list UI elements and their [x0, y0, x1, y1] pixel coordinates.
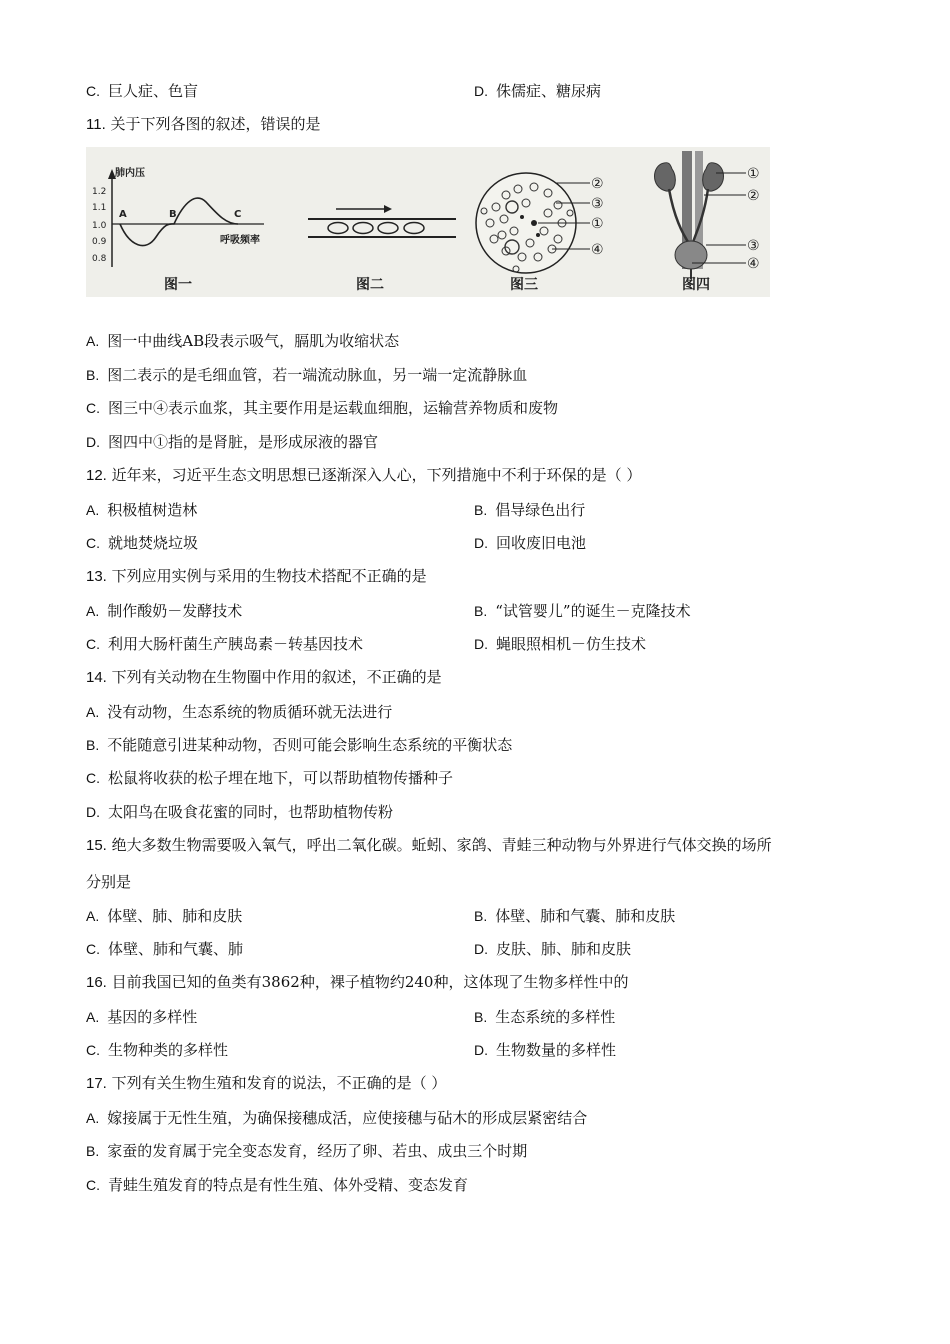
- option-text: 生物种类的多样性: [108, 1041, 229, 1059]
- q11-stem: [86, 114, 321, 135]
- option-text: 没有动物，生态系统的物质循环就无法进行: [107, 703, 393, 721]
- question-text: 下列应用实例与采用的生物技术搭配不正确的是: [111, 567, 427, 585]
- option-letter: B.: [474, 603, 488, 619]
- q17-option-b: [86, 1141, 527, 1161]
- option-text: 侏儒症、糖尿病: [496, 82, 602, 100]
- option-letter: D.: [474, 535, 488, 551]
- q16-option-b: [474, 1007, 615, 1027]
- option-text: 利用大肠杆菌生产胰岛素－转基因技术: [108, 635, 364, 653]
- q14-option-c: [86, 768, 453, 788]
- question-number: 16.: [86, 974, 107, 991]
- option-letter: D.: [86, 434, 100, 450]
- q12-option-a: [86, 500, 197, 520]
- q15-option-c: [86, 939, 243, 959]
- q10-option-c: [86, 81, 198, 101]
- option-letter: D.: [474, 636, 488, 652]
- q12-option-b: [474, 500, 585, 520]
- q12-stem: [86, 465, 641, 486]
- option-text: 松鼠将收获的松子埋在地下，可以帮助植物传播种子: [108, 769, 454, 787]
- option-text: 生物数量的多样性: [496, 1041, 617, 1059]
- fig3-label: ②: [591, 176, 604, 192]
- option-text: 图三中④表示血浆，其主要作用是运载血细胞，运输营养物质和废物: [108, 399, 559, 417]
- fig1-point-a: A: [119, 209, 127, 220]
- option-text: 蝇眼照相机－仿生技术: [496, 635, 647, 653]
- q15-stem: [86, 835, 772, 856]
- figure-2-capillary: [308, 205, 456, 293]
- question-number: 15.: [86, 837, 107, 854]
- option-letter: C.: [86, 941, 100, 957]
- q14-option-d: [86, 802, 393, 822]
- option-letter: C.: [86, 535, 100, 551]
- option-letter: A.: [86, 1009, 100, 1025]
- option-letter: C.: [86, 1042, 100, 1058]
- q16-option-c: [86, 1040, 228, 1060]
- q13-option-b: [474, 601, 691, 621]
- option-letter: C.: [86, 83, 100, 99]
- fig3-label: ④: [591, 242, 604, 258]
- option-text: 基因的多样性: [107, 1008, 198, 1026]
- q16-option-a: [86, 1007, 197, 1027]
- question-text: 下列有关生物生殖和发育的说法，不正确的是（ ）: [111, 1074, 447, 1092]
- question-text: 下列有关动物在生物圈中作用的叙述，不正确的是: [111, 668, 442, 686]
- q13-stem: [86, 566, 427, 587]
- option-letter: D.: [474, 941, 488, 957]
- option-letter: B.: [86, 737, 100, 753]
- option-text: 就地焚烧垃圾: [108, 534, 199, 552]
- option-text: 青蛙生殖发育的特点是有性生殖、体外受精、变态发育: [108, 1176, 469, 1194]
- fig1-ylabel: 肺内压: [115, 168, 145, 179]
- figure-1-graph: [92, 166, 264, 293]
- option-text: 积极植树造林: [107, 501, 198, 519]
- q10-option-d: [474, 81, 601, 101]
- option-text: 体壁、肺、肺和皮肤: [107, 907, 243, 925]
- option-letter: B.: [474, 908, 488, 924]
- fig1-ytick: 0.9: [92, 237, 107, 247]
- option-letter: B.: [86, 1143, 100, 1159]
- option-text: “试管婴儿”的诞生－克隆技术: [495, 602, 691, 620]
- question-number: 12.: [86, 467, 107, 484]
- fig1-caption: 图一: [164, 277, 192, 293]
- option-letter: A.: [86, 333, 100, 349]
- q15-stem-continued: [86, 872, 131, 892]
- option-letter: C.: [86, 770, 100, 786]
- option-letter: C.: [86, 1177, 100, 1193]
- option-text: 回收废旧电池: [496, 534, 587, 552]
- question-number: 14.: [86, 669, 107, 686]
- q12-option-c: [86, 533, 198, 553]
- q15-option-b: [474, 906, 675, 926]
- question-text: 绝大多数生物需要吸入氧气，呼出二氧化碳。蚯蚓、家鸽、青蛙三种动物与外界进行气体交换的场所: [111, 836, 772, 854]
- fig4-label: ④: [747, 256, 760, 272]
- option-letter: B.: [474, 502, 488, 518]
- fig1-point-b: B: [169, 209, 177, 220]
- question-text: 近年来，习近平生态文明思想已逐渐深入人心，下列措施中不利于环保的是（ ）: [111, 466, 642, 484]
- fig1-ytick: 0.8: [92, 254, 107, 264]
- q14-option-b: [86, 735, 512, 755]
- option-letter: A.: [86, 502, 100, 518]
- q13-option-c: [86, 634, 363, 654]
- fig4-caption: 图四: [682, 277, 710, 293]
- fig1-ytick: 1.1: [92, 203, 107, 213]
- option-letter: D.: [474, 1042, 488, 1058]
- q11-option-d: [86, 432, 378, 452]
- option-text: 嫁接属于无性生殖，为确保接穗成活，应使接穗与砧木的形成层紧密结合: [107, 1109, 588, 1127]
- question-text: 分别是: [86, 873, 132, 891]
- q11-figure: [86, 147, 770, 297]
- fig1-ytick: 1.2: [92, 187, 107, 197]
- fig3-label: ③: [591, 196, 604, 212]
- question-number: 17.: [86, 1075, 107, 1092]
- option-text: 图二表示的是毛细血管，若一端流动脉血，另一端一定流静脉血: [107, 366, 528, 384]
- q16-stem: [86, 972, 628, 993]
- option-text: 制作酸奶－发酵技术: [107, 602, 243, 620]
- q15-option-a: [86, 906, 242, 926]
- option-letter: C.: [86, 400, 100, 416]
- option-letter: A.: [86, 908, 100, 924]
- fig3-caption: 图三: [510, 277, 538, 293]
- question-number: 11.: [86, 116, 106, 133]
- fig1-xlabel: 呼吸频率: [220, 235, 260, 246]
- question-text: 关于下列各图的叙述，错误的是: [110, 115, 321, 133]
- q17-option-c: [86, 1175, 468, 1195]
- option-letter: D.: [474, 83, 488, 99]
- q11-option-b: [86, 365, 527, 385]
- figure-3-blood-smear: [476, 173, 604, 293]
- option-letter: D.: [86, 804, 100, 820]
- figure-4-urinary-system: [655, 151, 760, 293]
- option-text: 倡导绿色出行: [495, 501, 586, 519]
- question-number: 13.: [86, 568, 107, 585]
- q14-option-a: [86, 702, 392, 722]
- q13-option-d: [474, 634, 646, 654]
- q15-option-d: [474, 939, 631, 959]
- option-text: 不能随意引进某种动物，否则可能会影响生态系统的平衡状态: [107, 736, 513, 754]
- option-letter: B.: [474, 1009, 488, 1025]
- option-letter: C.: [86, 636, 100, 652]
- fig2-caption: 图二: [356, 277, 384, 293]
- q16-option-d: [474, 1040, 616, 1060]
- option-text: 体壁、肺和气囊、肺: [108, 940, 244, 958]
- question-text: 目前我国已知的鱼类有3862种，裸子植物约240种，这体现了生物多样性中的: [111, 973, 629, 991]
- fig4-label: ①: [747, 166, 760, 182]
- q12-option-d: [474, 533, 586, 553]
- option-text: 皮肤、肺、肺和皮肤: [496, 940, 632, 958]
- option-letter: A.: [86, 603, 100, 619]
- option-text: 图一中曲线AB段表示吸气，膈肌为收缩状态: [107, 332, 400, 350]
- fig1-point-c: C: [234, 209, 242, 220]
- option-letter: B.: [86, 367, 100, 383]
- q11-option-c: [86, 398, 558, 418]
- option-letter: A.: [86, 704, 100, 720]
- fig4-label: ②: [747, 188, 760, 204]
- q14-stem: [86, 667, 442, 688]
- option-text: 家蚕的发育属于完全变态发育，经历了卵、若虫、成虫三个时期: [107, 1142, 528, 1160]
- option-text: 图四中①指的是肾脏，是形成尿液的器官: [108, 433, 379, 451]
- q17-stem: [86, 1073, 446, 1094]
- option-text: 巨人症、色盲: [108, 82, 199, 100]
- q17-option-a: [86, 1108, 587, 1128]
- q13-option-a: [86, 601, 242, 621]
- fig3-label: ①: [591, 216, 604, 232]
- q11-option-a: [86, 331, 399, 351]
- fig4-label: ③: [747, 238, 760, 254]
- fig1-ytick: 1.0: [92, 221, 107, 231]
- option-text: 体壁、肺和气囊、肺和皮肤: [495, 907, 676, 925]
- option-letter: A.: [86, 1110, 100, 1126]
- option-text: 太阳鸟在吸食花蜜的同时，也帮助植物传粉: [108, 803, 394, 821]
- option-text: 生态系统的多样性: [495, 1008, 616, 1026]
